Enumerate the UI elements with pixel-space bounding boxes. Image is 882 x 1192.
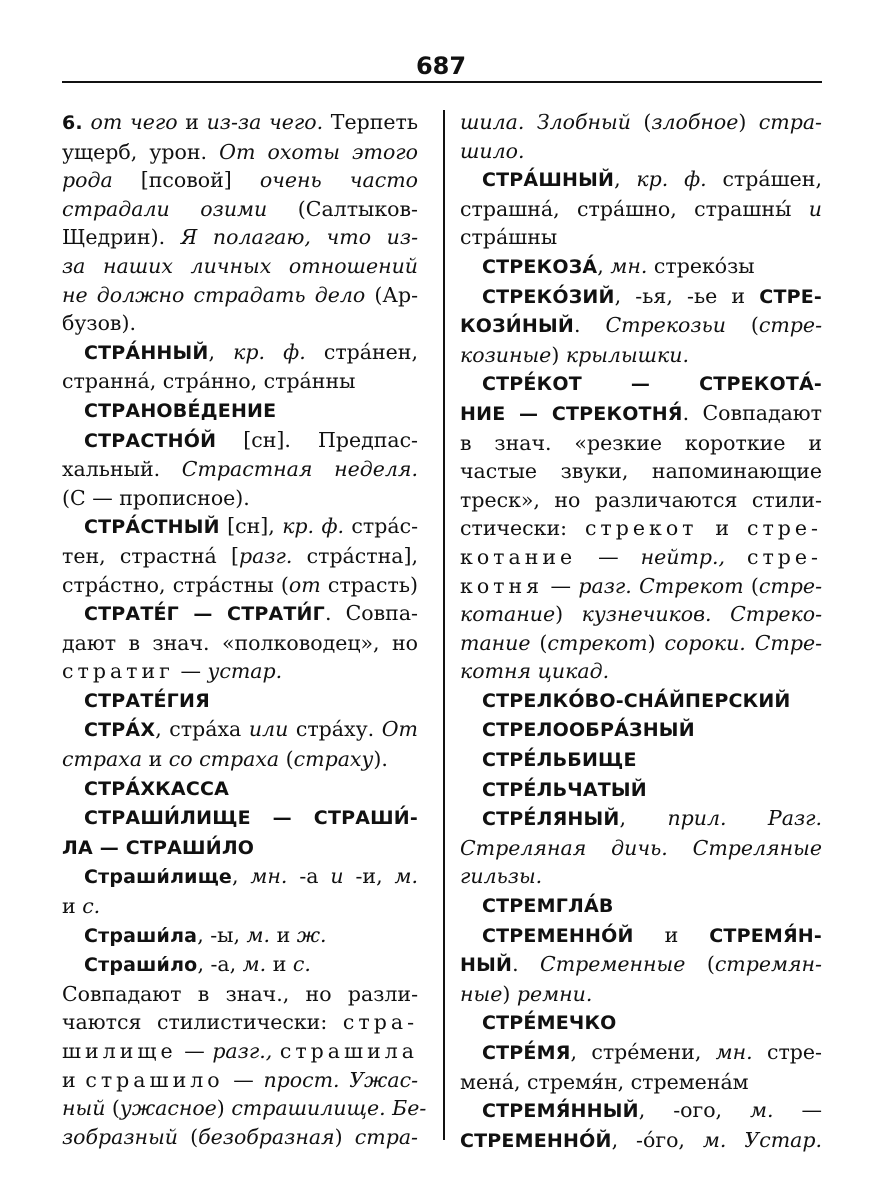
text-run: и xyxy=(62,1067,86,1092)
text-line xyxy=(62,138,418,167)
text-line xyxy=(460,891,822,921)
italic-text: кр. ф. xyxy=(233,339,306,364)
text-run: и xyxy=(270,922,297,947)
text-line xyxy=(62,833,418,863)
text-run: ) xyxy=(216,1096,232,1121)
italic-text: прил. Разг. xyxy=(667,806,822,831)
text-line xyxy=(460,804,822,834)
headword: СТРЕ́ЛЯНЫЙ xyxy=(482,808,620,831)
text-run: — xyxy=(223,1067,264,1092)
text-run: ) xyxy=(647,630,665,655)
text-run: , xyxy=(614,167,637,192)
headword: НЫЙ xyxy=(460,954,513,977)
italic-text: разг. xyxy=(238,543,293,568)
text-line xyxy=(62,1123,418,1152)
text-run: Терпеть xyxy=(323,110,418,134)
headword: СТРЕЛКО́ВО-СНА́ЙПЕРСКИЙ xyxy=(482,689,791,712)
text-run: (Ар- xyxy=(365,282,418,307)
text-line xyxy=(62,1008,418,1037)
italic-text: или xyxy=(248,717,289,742)
text-line xyxy=(62,426,418,456)
text-run: , xyxy=(619,806,668,831)
text-run: стра́стно, стра́стны ( xyxy=(62,572,289,597)
text-line xyxy=(62,455,418,484)
italic-text: с. xyxy=(292,952,311,977)
italic-text: м. xyxy=(246,922,271,947)
text-run: ( xyxy=(743,573,759,598)
text-run: хальный. xyxy=(62,457,182,482)
text-line xyxy=(62,396,418,426)
text-run: [сн], xyxy=(219,514,283,539)
text-run: ущерб, урон. xyxy=(62,139,220,164)
text-line xyxy=(460,686,822,716)
text-run: страсть) xyxy=(320,572,418,597)
text-line xyxy=(62,571,418,600)
text-run: ( xyxy=(177,1124,199,1149)
text-run: ( xyxy=(279,747,294,772)
text-line xyxy=(460,282,822,312)
text-run: , xyxy=(232,864,251,889)
text-run: страшила xyxy=(279,1039,418,1063)
text-run: , -ы, xyxy=(197,922,247,947)
text-run: стратиг xyxy=(62,659,174,684)
text-line xyxy=(62,338,418,368)
text-run: ( xyxy=(685,952,715,977)
headword: СТРЕ́ЛЬБИЩЕ xyxy=(482,749,637,772)
italic-text: кр. ф. xyxy=(282,514,345,539)
text-line xyxy=(460,1068,822,1097)
text-line xyxy=(62,803,418,833)
text-line xyxy=(460,486,822,515)
text-line xyxy=(62,774,418,804)
text-line xyxy=(62,1094,427,1123)
text-run: , стре́мени, xyxy=(570,1040,716,1064)
text-line xyxy=(460,921,822,951)
headword: СТРЕ́ЛЬЧАТЫЙ xyxy=(482,778,647,801)
text-line xyxy=(460,862,822,891)
text-run: ) xyxy=(551,342,566,367)
text-run: ) xyxy=(555,602,582,627)
text-run: ) xyxy=(738,110,759,134)
text-run: стре- xyxy=(752,1040,822,1064)
text-run: стра́ху. xyxy=(288,717,382,742)
headword: 6. xyxy=(62,112,83,134)
italic-text: сороки. Стре- xyxy=(664,630,823,655)
italic-text: козиные xyxy=(460,342,552,367)
text-line xyxy=(460,514,822,543)
text-run xyxy=(272,1039,280,1063)
text-run: -а xyxy=(287,864,331,889)
text-run: странна́, стра́нно, стра́нны xyxy=(62,369,356,394)
text-run: -и, xyxy=(343,864,395,889)
text-run: . Совпадают xyxy=(682,400,822,425)
text-run: и xyxy=(697,516,747,541)
italic-text: От xyxy=(381,717,418,742)
italic-text: от чего xyxy=(90,110,178,134)
text-line xyxy=(460,341,822,370)
page-number: 687 xyxy=(415,52,467,80)
headword: СТРА́ННЫЙ xyxy=(84,341,209,364)
text-run: дают в знач. «полководец», но xyxy=(62,630,418,655)
text-run: , стра́ха xyxy=(155,717,249,742)
text-run: стра́с- xyxy=(344,514,418,539)
italic-text: стре- xyxy=(758,573,822,598)
italic-text: тание xyxy=(460,630,531,655)
text-line xyxy=(460,1126,822,1156)
text-run: , -ья, -ье и xyxy=(614,283,760,308)
headword: СТРА́СТНЫЙ xyxy=(84,516,220,539)
italic-text: стра- xyxy=(354,1124,418,1149)
italic-text: м. xyxy=(394,864,418,889)
text-line xyxy=(460,108,822,137)
italic-text: Стреляная дичь. Стреляные xyxy=(460,835,822,860)
text-run: — xyxy=(176,1039,213,1063)
italic-text: ж. xyxy=(296,922,327,947)
text-line xyxy=(62,195,418,224)
text-run: в знач. «резкие короткие и xyxy=(460,430,822,455)
text-line xyxy=(460,1096,822,1126)
italic-text: страха xyxy=(62,747,143,772)
italic-text: стре- xyxy=(758,313,822,338)
italic-text: стрекот xyxy=(547,630,648,655)
text-run: стра- xyxy=(342,1010,418,1035)
headword: СТРЕ́МЕЧКО xyxy=(482,1012,617,1035)
text-line xyxy=(460,657,822,686)
italic-text: ремни. xyxy=(516,981,593,1006)
text-run: мена́, стремя́н, стремена́м xyxy=(460,1069,749,1094)
text-line xyxy=(460,950,822,980)
text-run: котание xyxy=(460,544,577,569)
header-rule xyxy=(62,81,822,83)
text-line xyxy=(62,309,418,338)
italic-text: с. xyxy=(82,894,101,919)
italic-text: шило. xyxy=(460,138,525,163)
italic-text: разг. Стрекот xyxy=(578,573,744,598)
headword: СТРАТЕ́ГИЯ xyxy=(84,689,210,712)
text-run: и xyxy=(142,747,169,772)
text-line xyxy=(460,1008,822,1038)
headword: ЛА — СТРАШИ́ЛО xyxy=(62,836,255,859)
text-line xyxy=(62,599,418,629)
text-line xyxy=(62,715,418,745)
headword: СТРЕМГЛА́В xyxy=(482,895,614,918)
italic-text: из-за чего. xyxy=(206,110,324,134)
italic-text: и xyxy=(808,196,822,221)
text-line xyxy=(460,629,822,658)
italic-text: за наших личных отношений xyxy=(62,253,418,278)
text-run: шилище xyxy=(62,1039,177,1063)
text-line xyxy=(460,1038,822,1068)
text-run: стра́нен, xyxy=(305,339,418,364)
text-run: и xyxy=(633,922,710,947)
italic-text: м. Устар. xyxy=(702,1127,823,1152)
text-run: тен, страстна́ [ xyxy=(62,543,239,568)
text-run: , -о́го, xyxy=(611,1127,703,1152)
text-run xyxy=(83,110,91,134)
text-line xyxy=(460,195,822,224)
italic-text: устар. xyxy=(207,659,283,684)
italic-text: страдали озими xyxy=(62,196,268,221)
text-run: ) xyxy=(502,981,517,1006)
headword: СТРА́ХКАССА xyxy=(84,777,230,800)
italic-text: рода xyxy=(62,168,141,193)
headword: Страши́ло xyxy=(84,954,198,977)
headword: Страши́ла xyxy=(84,924,198,947)
left-column xyxy=(62,108,427,1151)
text-run: и xyxy=(177,110,207,134)
italic-text: не должно страдать дело xyxy=(62,282,366,307)
text-line xyxy=(62,1037,418,1066)
italic-text: мн. xyxy=(715,1040,753,1064)
text-run: и xyxy=(62,894,83,919)
text-run: стре- xyxy=(746,516,822,541)
headword: Страши́лище xyxy=(84,866,232,889)
text-run: . Совпа- xyxy=(324,601,418,626)
text-line xyxy=(460,572,822,601)
text-run: стреко́зы xyxy=(647,253,755,278)
italic-text: нейтр., xyxy=(640,544,726,569)
text-line xyxy=(460,543,822,572)
text-run: [псовой] xyxy=(140,168,232,193)
text-line xyxy=(460,311,822,341)
italic-text: и xyxy=(330,864,344,889)
text-run: ( xyxy=(725,313,759,338)
text-line xyxy=(62,281,418,310)
column-divider xyxy=(443,110,445,1140)
text-line xyxy=(460,369,822,399)
text-line xyxy=(62,629,418,658)
headword: СТРЕМЕННО́Й xyxy=(482,924,634,947)
text-line xyxy=(62,950,418,980)
text-line xyxy=(62,921,418,951)
text-run: стрекот xyxy=(584,516,698,541)
text-run: стра́шны xyxy=(460,225,558,250)
italic-text: Стрекозьи xyxy=(605,313,726,338)
text-run: , xyxy=(208,339,234,364)
text-run: Щедрин). xyxy=(62,225,181,250)
text-run: стра́стна], xyxy=(292,543,419,568)
text-run: Совпадают в знач., но разли- xyxy=(62,981,418,1006)
italic-text: крылышки. xyxy=(565,342,690,367)
italic-text: мн. xyxy=(250,864,288,889)
text-run: . xyxy=(573,313,606,338)
headword: НИЕ — СТРЕКОТНЯ́ xyxy=(460,402,683,425)
italic-text: гильзы. xyxy=(460,864,543,889)
text-line xyxy=(460,165,822,195)
text-run: . xyxy=(512,952,541,977)
text-run: [сн]. Предпас- xyxy=(216,427,418,452)
headword: СТРАНОВЕ́ДЕНИЕ xyxy=(84,399,277,422)
italic-text: кр. ф. xyxy=(636,167,707,192)
headword: КОЗИ́НЫЙ xyxy=(460,315,574,338)
text-run: чаются стилистически: xyxy=(62,1010,343,1035)
text-line xyxy=(62,745,418,774)
italic-text: мн. xyxy=(610,253,648,278)
headword: СТРЕМЯ́Н- xyxy=(709,924,822,947)
italic-text: безобразная xyxy=(198,1124,335,1149)
headword: СТРЕ- xyxy=(759,285,822,308)
italic-text: страшилище. Бе- xyxy=(231,1096,427,1121)
text-run: — xyxy=(576,544,641,569)
text-line xyxy=(62,223,418,252)
text-run: ( xyxy=(530,630,548,655)
italic-text: разг., xyxy=(212,1039,273,1063)
text-run: ) xyxy=(334,1124,355,1149)
italic-text: ный xyxy=(62,1096,106,1121)
text-line xyxy=(460,223,822,252)
italic-text: котание xyxy=(460,602,556,627)
text-run: и xyxy=(266,952,293,977)
text-run: ( xyxy=(105,1096,120,1121)
italic-text: Страстная неделя. xyxy=(181,457,418,482)
text-line xyxy=(62,542,418,571)
text-line xyxy=(460,834,822,863)
headword: СТРА́Х xyxy=(84,719,156,742)
text-line xyxy=(460,775,822,805)
text-line xyxy=(62,252,418,281)
text-run: , xyxy=(597,253,611,278)
headword: СТРЕМЯ́ННЫЙ xyxy=(482,1100,639,1123)
text-line xyxy=(460,399,822,429)
italic-text: ные xyxy=(460,981,503,1006)
text-run: (С — прописное). xyxy=(62,485,250,510)
headword: СТРЕКО́ЗИЙ xyxy=(482,285,615,308)
text-line xyxy=(62,686,418,716)
italic-text: шила. Злобный xyxy=(460,110,631,134)
text-line xyxy=(460,980,822,1009)
italic-text: от xyxy=(288,572,321,597)
text-line xyxy=(460,137,822,166)
text-run: стра́шен, xyxy=(706,167,822,192)
text-line xyxy=(62,484,418,513)
headword: СТРАШИ́ЛИЩЕ — СТРАШИ́- xyxy=(84,807,418,830)
text-line xyxy=(460,429,822,458)
italic-text: ужасное xyxy=(119,1096,217,1121)
text-run xyxy=(725,545,747,569)
headword: СТРЕЛООБРА́ЗНЫЙ xyxy=(482,719,695,742)
headword: СТРЕ́КОТ — СТРЕКОТА́- xyxy=(482,373,822,396)
headword: СТРЕКОЗА́ xyxy=(482,255,598,278)
italic-text: со страха xyxy=(168,747,280,772)
headword: СТРЕМЕННО́Й xyxy=(460,1129,612,1152)
text-run: — xyxy=(173,659,208,684)
italic-text: злобное xyxy=(651,110,739,134)
headword: СТРАСТНО́Й xyxy=(84,429,217,452)
italic-text: Стременные xyxy=(540,952,686,977)
headword: СТРАТЕ́Г — СТРАТИ́Г xyxy=(84,603,325,626)
text-run: ( xyxy=(630,110,652,134)
text-line xyxy=(62,166,418,195)
text-line xyxy=(460,715,822,745)
right-column xyxy=(460,108,822,1155)
text-line xyxy=(62,1066,418,1095)
text-line xyxy=(62,892,418,921)
italic-text: стремян- xyxy=(714,952,822,977)
text-line xyxy=(62,657,418,686)
text-run: — xyxy=(773,1098,822,1123)
italic-text: прост. Ужас- xyxy=(263,1067,418,1092)
text-run: , -а, xyxy=(197,952,243,977)
italic-text: м. xyxy=(750,1098,774,1123)
text-run: стически: xyxy=(460,516,585,541)
text-line xyxy=(460,745,822,775)
text-line xyxy=(62,367,418,396)
text-line xyxy=(62,512,418,542)
text-run: ). xyxy=(373,747,388,772)
text-run: , -ого, xyxy=(638,1098,751,1123)
text-run: страшна́, стра́шно, страшны́ xyxy=(460,196,809,221)
text-line xyxy=(460,457,822,486)
italic-text: Я полагаю, что из- xyxy=(180,225,418,250)
italic-text: От охоты этого xyxy=(219,139,418,164)
text-run: треск», но различаются стили- xyxy=(460,487,822,512)
text-run: стре- xyxy=(746,544,822,569)
italic-text: стра- xyxy=(758,110,822,134)
italic-text: очень часто xyxy=(231,168,418,193)
italic-text: котня цикад. xyxy=(460,659,610,684)
text-line xyxy=(460,600,822,629)
text-run: (Салтыков- xyxy=(267,196,418,221)
headword: СТРЕ́МЯ xyxy=(482,1042,571,1064)
text-line xyxy=(62,980,418,1009)
italic-text: страху xyxy=(293,747,374,772)
text-run: частые звуки, напоминающие xyxy=(460,459,822,484)
italic-text: зобразный xyxy=(62,1124,178,1149)
italic-text: кузнечиков. Стреко- xyxy=(581,602,823,627)
text-line xyxy=(460,252,822,282)
text-run: страшило xyxy=(85,1067,224,1092)
headword: СТРА́ШНЫЙ xyxy=(482,169,615,192)
text-line xyxy=(62,862,418,892)
text-line xyxy=(62,108,418,138)
text-run: котня xyxy=(460,573,544,598)
italic-text: м. xyxy=(242,952,267,977)
text-run: бузов). xyxy=(62,311,136,336)
text-run: — xyxy=(543,573,579,598)
